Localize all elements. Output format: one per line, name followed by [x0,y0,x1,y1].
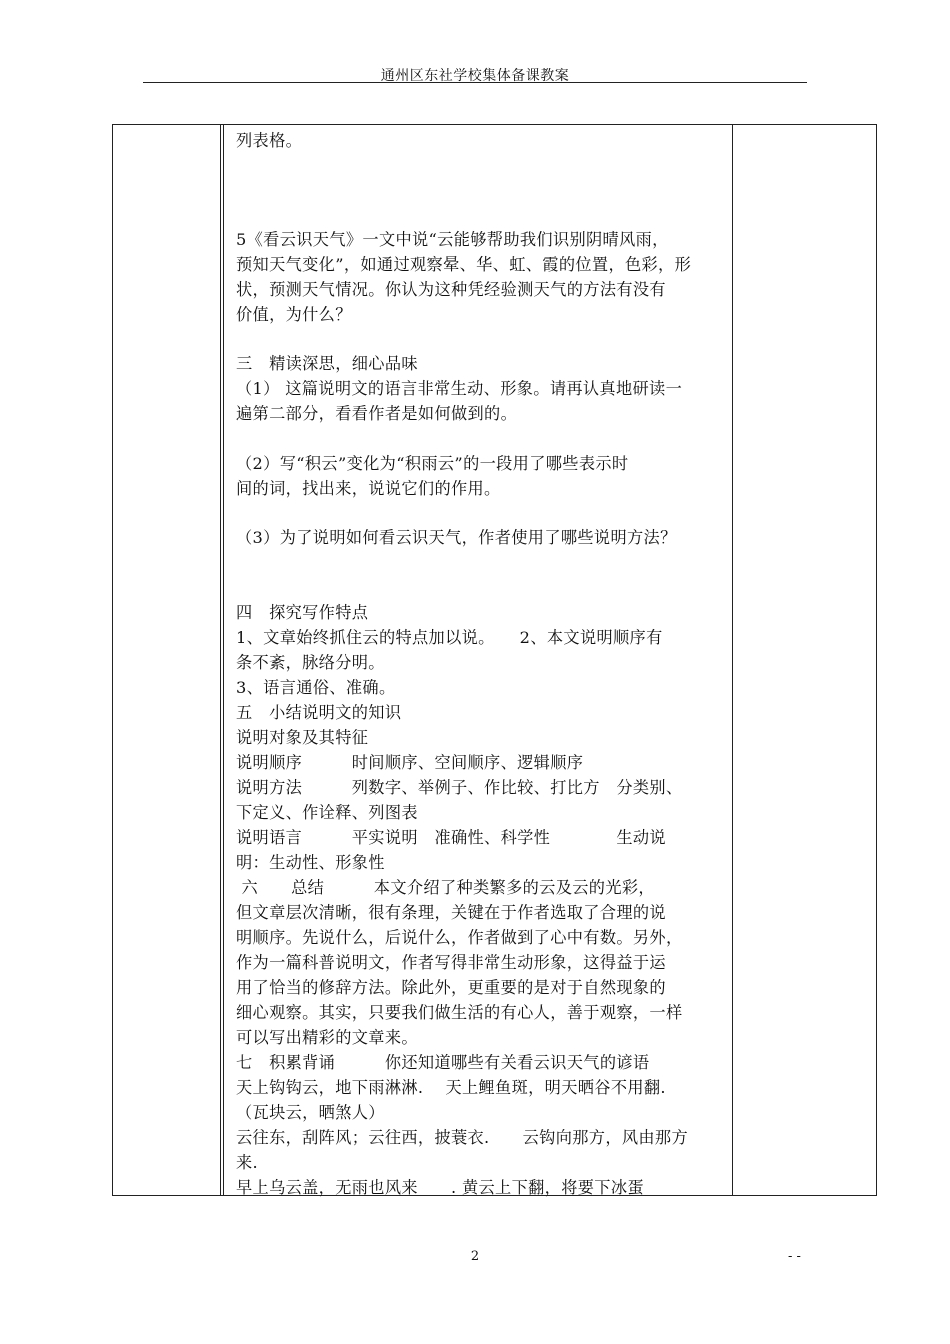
text-line: 可以写出精彩的文章来。 [236,1028,418,1047]
section-heading: 五 小结说明文的知识 [236,703,402,722]
text-line: 明：生动性、形象性 [236,853,385,872]
text-line: （瓦块云，晒煞人） [236,1103,385,1122]
text-line: 说明语言 平实说明 准确性、科学性 生动说 [236,828,666,847]
text-line: 天上钩钩云，地下雨淋淋. 天上鲤鱼斑，明天晒谷不用翻. [236,1078,666,1097]
text-line: 价值，为什么？ [236,305,352,324]
text-line: 列表格。 [236,131,303,150]
section-heading: 七 积累背诵 你还知道哪些有关看云识天气的谚语 [236,1053,650,1072]
text-line: 早上乌云盖，无雨也风来 . 黄云上下翻，将要下冰蛋 [236,1178,644,1197]
text-line: 来. [236,1153,259,1172]
main-content-cell [236,125,731,1195]
text-line: 下定义、作诠释、列图表 [236,803,418,822]
text-line: 遍第二部分，看看作者是如何做到的。 [236,404,518,423]
text-line: 条不紊，脉络分明。 [236,653,385,672]
text-line: 云往东，刮阵风；云往西，披蓑衣. 云钩向那方，风由那方 [236,1128,689,1147]
section-heading: 三 精读深思，细心品味 [236,354,418,373]
text-line: 状，预测天气情况。你认为这种凭经验测天气的方法有没有 [236,280,666,299]
text-line: 3、语言通俗、准确。 [236,678,396,697]
text-line: 间的词，找出来，说说它们的作用。 [236,479,501,498]
text-line: （3）为了说明如何看云识天气，作者使用了哪些说明方法？ [236,528,677,547]
footer-dashes: - - [788,1249,801,1264]
text-line: 说明对象及其特征 [236,728,369,747]
right-column-cell [732,125,876,1195]
text-line: 用了恰当的修辞方法。除此外，更重要的是对于自然现象的 [236,978,666,997]
lesson-plan-table [112,124,877,1196]
page-number: 2 [470,1249,480,1264]
text-line: 明顺序。先说什么，后说什么，作者做到了心中有数。另外， [236,928,683,947]
text-line: 预知天气变化”，如通过观察晕、华、虹、霞的位置，色彩，形 [236,255,692,274]
text-line: （2）写“积云”变化为“积雨云”的一段用了哪些表示时 [236,454,629,473]
text-line: 但文章层次清晰，很有条理，关键在于作者选取了合理的说 [236,903,666,922]
text-line: 作为一篇科普说明文，作者写得非常生动形象，这得益于运 [236,953,666,972]
text-line: 5《看云识天气》一文中说“云能够帮助我们识别阴晴风雨， [236,230,669,249]
text-line: （1） 这篇说明文的语言非常生动、形象。请再认真地研读一 [236,379,683,398]
text-line: 说明方法 列数字、举例子、作比较、打比方 分类别、 [236,778,683,797]
text-line: 1、文章始终抓住云的特点加以说。 2、本文说明顺序有 [236,628,663,647]
left-column-cell [113,125,224,1195]
section-heading: 四 探究写作特点 [236,603,369,622]
document-header-title: 通州区东社学校集体备课教案 [380,68,570,84]
text-line: 说明顺序 时间顺序、空间顺序、逻辑顺序 [236,753,584,772]
text-line: 细心观察。其实，只要我们做生活的有心人，善于观察，一样 [236,1003,683,1022]
header-divider [143,82,807,83]
section-heading: 六 总结 本文介绍了种类繁多的云及云的光彩， [236,878,655,897]
